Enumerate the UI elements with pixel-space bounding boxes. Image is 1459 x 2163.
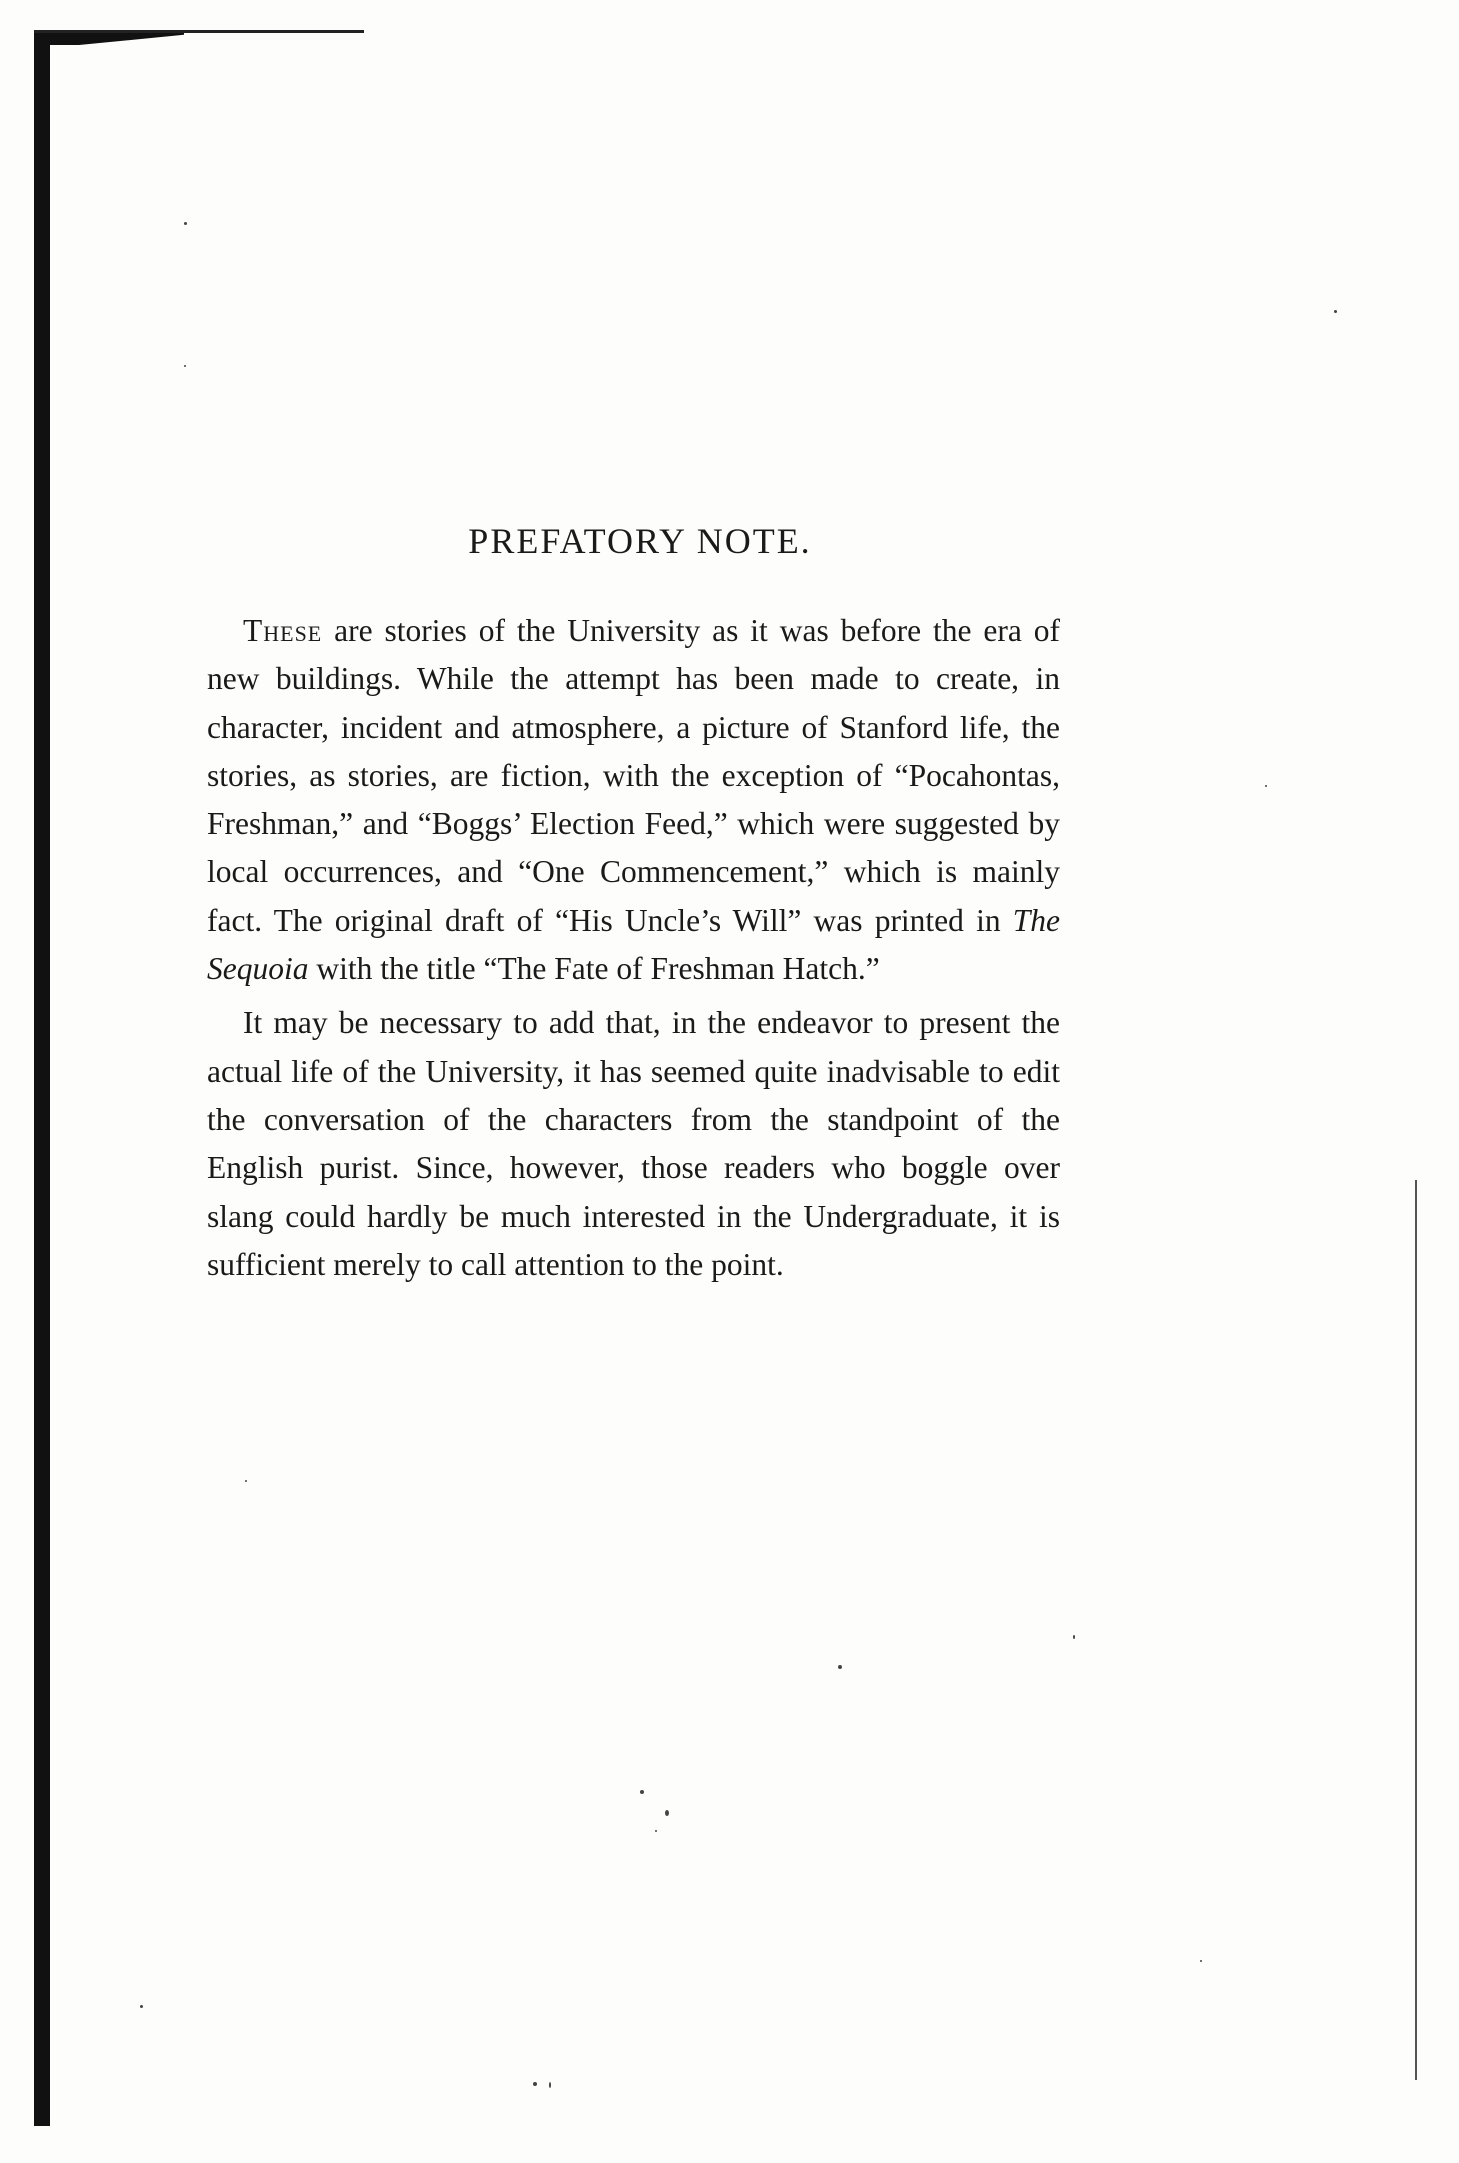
scan-speck <box>640 1790 644 1794</box>
scan-speck <box>655 1830 657 1832</box>
paragraph-1 <box>207 607 1060 993</box>
scan-speck <box>533 2082 537 2086</box>
paragraph-1-text-a: are stories of the University as it was before the era of new buildings. While the attempt has been made to create, in character, incident and atmosphere, a picture of Stanford life, the stories, as stories, are fiction, with the exception of “Pocahontas, Freshman,” and “Boggs’ Election Feed,” which were suggested by local occurrences, and “One Commencement,” which is mainly fact. The original draft of “His Uncle’s Will” was printed in <box>207 613 1060 938</box>
paragraph-1-lead: These <box>243 613 323 648</box>
scan-speck <box>140 2005 143 2008</box>
scan-speck <box>1334 310 1337 313</box>
scan-speck <box>184 365 186 367</box>
paragraph-1-text-b: with the title “The Fate of Freshman Hatch.” <box>308 951 880 987</box>
paragraph-2: It may be necessary to add that, in the endeavor to present the actual life of the University, it has seemed quite inadvisable to edit the conversation of the characters from the standpoint of the English purist. Since, however, those readers who boggle over slang could hardly be much interested in the Undergraduate, it is sufficient merely to call attention to the point. <box>207 1005 1060 1282</box>
scan-speck <box>1073 1635 1075 1639</box>
scan-speck <box>1265 785 1267 787</box>
scan-speck <box>1200 1960 1202 1962</box>
page-edge-right-rule <box>1415 1180 1417 2080</box>
scan-speck <box>665 1810 669 1816</box>
scan-speck <box>184 222 187 225</box>
page-edge-top-corner <box>34 33 184 45</box>
note-body <box>207 607 1060 1289</box>
publication-title: The Sequoia <box>207 902 1060 987</box>
scan-speck <box>549 2082 551 2088</box>
page-edge-left-bar <box>34 36 50 2126</box>
page-edge-top-rule <box>34 30 364 33</box>
page-title: PREFATORY NOTE. <box>468 521 812 561</box>
scan-speck <box>838 1665 842 1669</box>
scan-speck <box>245 1480 247 1482</box>
